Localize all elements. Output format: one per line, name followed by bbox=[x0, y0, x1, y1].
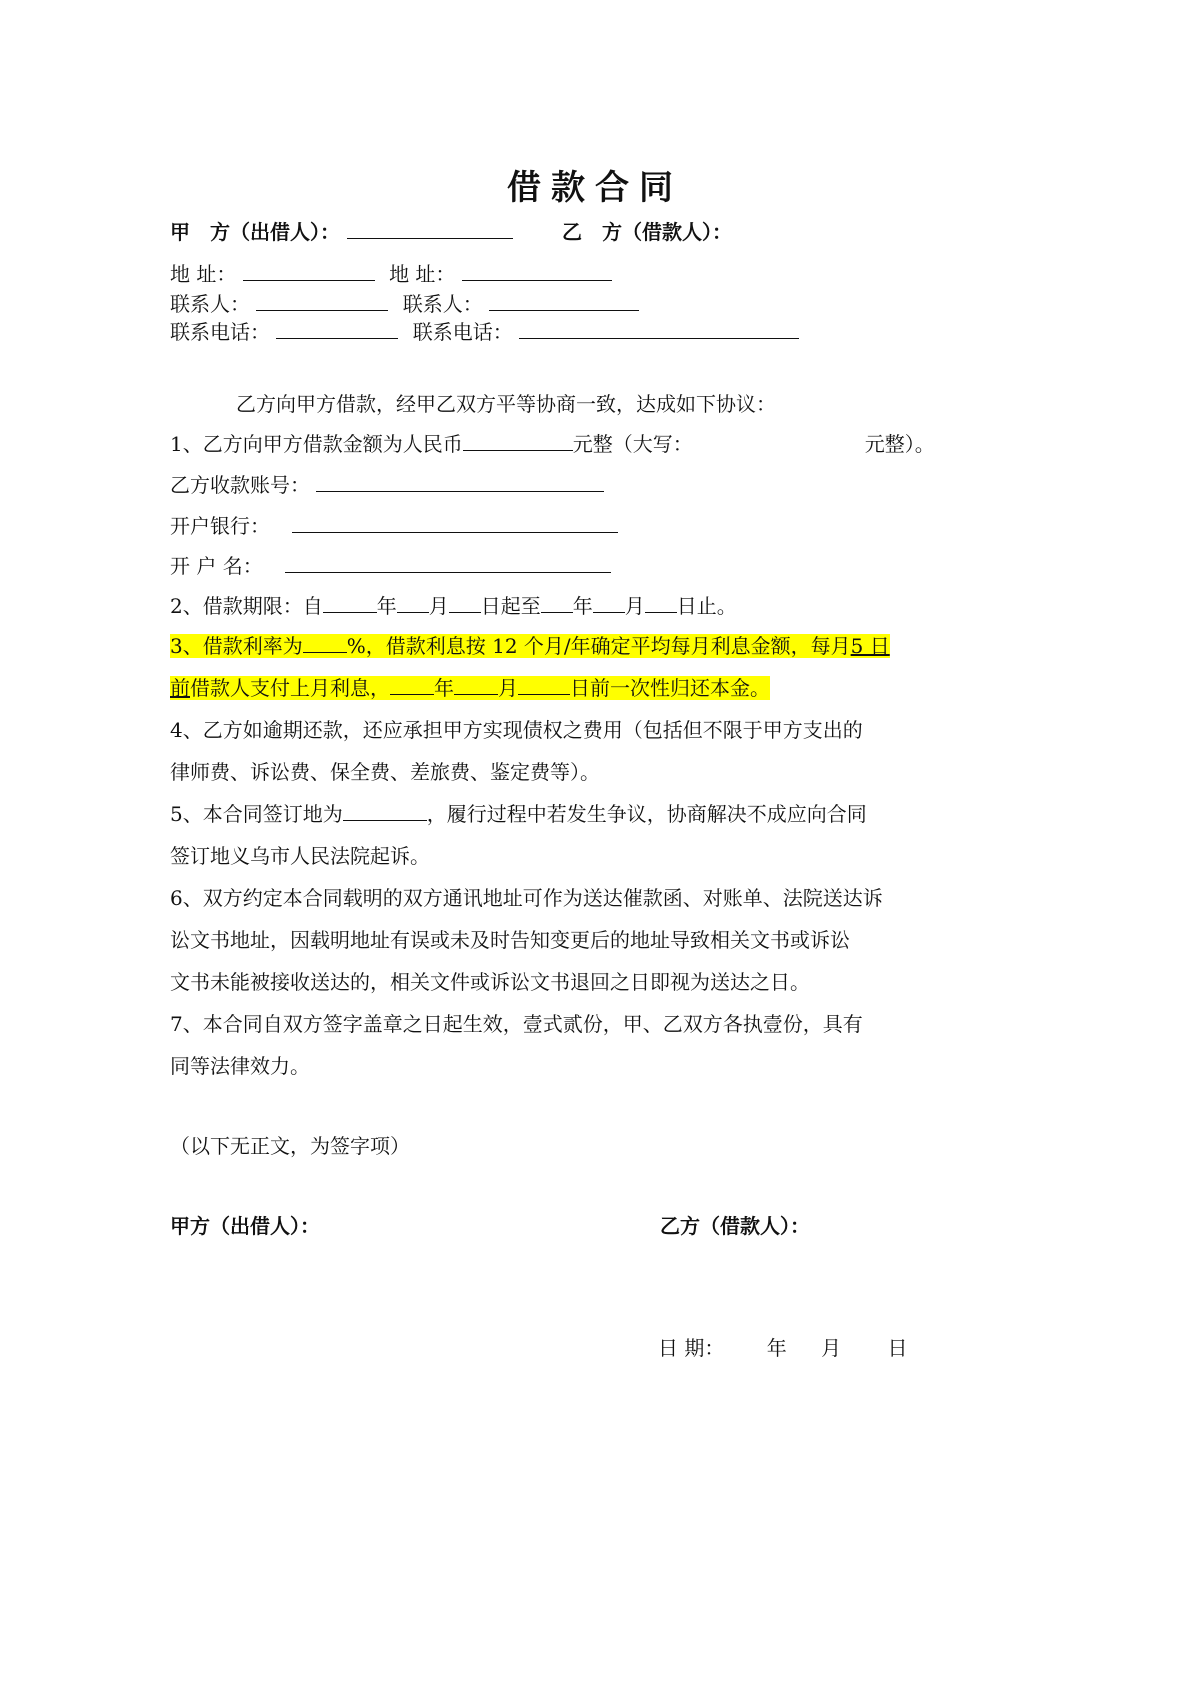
signing-place-field[interactable] bbox=[343, 819, 427, 821]
clause-6-line-3: 文书未能被接收送达的，相关文件或诉讼文书退回之日即视为送达之日。 bbox=[170, 970, 810, 994]
clause-1-prefix: 1、乙方向甲方借款金额为人民币 bbox=[170, 432, 463, 456]
party-a-contact-field[interactable] bbox=[256, 309, 388, 311]
clause-5-suffix: ，履行过程中若发生争议，协商解决不成应向合同 bbox=[426, 802, 867, 826]
clause-7-line-2: 同等法律效力。 bbox=[170, 1054, 310, 1078]
party-a-label: 甲 方（出借人）： bbox=[170, 220, 340, 244]
start-year-field[interactable] bbox=[323, 611, 377, 613]
party-a-address-label: 地 址： bbox=[170, 262, 237, 286]
signature-party-b[interactable]: 乙方（借款人）： bbox=[660, 1214, 810, 1238]
clause-3-line-1 bbox=[170, 630, 890, 659]
party-b-label: 乙 方（借款人）： bbox=[562, 220, 732, 244]
year-label: 年 bbox=[434, 676, 454, 700]
clause-4-line-1: 4、乙方如逾期还款，还应承担甲方实现债权之费用（包括但不限于甲方支出的 bbox=[170, 718, 863, 742]
account-name-field[interactable] bbox=[285, 571, 611, 573]
clause-1-mid: 元整（大写： bbox=[572, 432, 693, 456]
clause-5-prefix: 5、本合同签订地为 bbox=[170, 802, 343, 826]
phone-row bbox=[170, 316, 799, 345]
end-note: （以下无正文，为签字项） bbox=[170, 1134, 410, 1158]
contact-row bbox=[170, 288, 639, 317]
party-a-header bbox=[170, 216, 513, 245]
document-title: 借款合同 bbox=[507, 168, 683, 208]
intro-paragraph: 乙方向甲方借款，经甲乙双方平等协商一致，达成如下协议： bbox=[236, 392, 776, 416]
address-row bbox=[170, 258, 612, 287]
clause-6-line-1: 6、双方约定本合同载明的双方通讯地址可作为送达催款函、对账单、法院送达诉 bbox=[170, 886, 883, 910]
bank-field[interactable] bbox=[292, 531, 618, 533]
clause-2 bbox=[170, 590, 737, 619]
year-label: 年 bbox=[376, 594, 397, 618]
clause-6-line-2: 讼文书地址，因载明地址有误或未及时告知变更后的地址导致相关文书或诉讼 bbox=[170, 928, 850, 952]
clause-1-suffix: 元整）。 bbox=[864, 432, 935, 456]
party-a-address-field[interactable] bbox=[243, 279, 375, 281]
party-a-phone-label: 联系电话： bbox=[170, 320, 270, 344]
repay-day-field[interactable] bbox=[518, 693, 570, 695]
party-a-name-field[interactable] bbox=[347, 237, 513, 239]
month-label: 月 bbox=[624, 594, 645, 618]
account-number-label: 乙方收款账号： bbox=[170, 473, 310, 497]
date-year-label: 年 bbox=[766, 1336, 787, 1360]
account-name-label: 开 户 名： bbox=[170, 554, 263, 578]
date-month-label: 月 bbox=[821, 1336, 842, 1360]
day-end-label: 日止。 bbox=[676, 594, 737, 618]
account-number-row bbox=[170, 469, 604, 498]
clause-1 bbox=[170, 428, 935, 457]
account-number-field[interactable] bbox=[316, 490, 604, 492]
end-day-field[interactable] bbox=[645, 611, 677, 613]
clause-3-payment-day: 5 日 bbox=[850, 634, 890, 658]
party-b-phone-label: 联系电话： bbox=[412, 320, 513, 344]
clause-3-line-2 bbox=[170, 672, 770, 701]
date-row bbox=[658, 1332, 907, 1361]
clause-7-line-1: 7、本合同自双方签字盖章之日起生效，壹式贰份，甲、乙双方各执壹份，具有 bbox=[170, 1012, 863, 1036]
party-a-phone-field[interactable] bbox=[276, 337, 398, 339]
bank-label: 开户银行： bbox=[170, 514, 270, 538]
clause-3-mid: %，借款利息按 12 个月/年确定平均每月利息金额，每月 bbox=[346, 634, 851, 658]
end-year-field[interactable] bbox=[541, 611, 573, 613]
clause-3-suffix: 日前一次性归还本金。 bbox=[570, 676, 770, 700]
clause-3-before: 前 bbox=[170, 676, 190, 700]
party-b-contact-label: 联系人： bbox=[402, 292, 483, 316]
interest-rate-field[interactable] bbox=[303, 651, 347, 653]
start-day-field[interactable] bbox=[449, 611, 481, 613]
day-from-label: 日起至 bbox=[480, 594, 541, 618]
repay-month-field[interactable] bbox=[454, 693, 498, 695]
party-a-contact-label: 联系人： bbox=[170, 292, 250, 316]
party-b-phone-field[interactable] bbox=[519, 337, 799, 339]
loan-amount-field[interactable] bbox=[463, 449, 573, 451]
bank-row bbox=[170, 510, 618, 539]
end-month-field[interactable] bbox=[593, 611, 625, 613]
party-b-address-field[interactable] bbox=[462, 279, 612, 281]
party-b-header bbox=[562, 216, 732, 245]
date-day-label: 日 bbox=[887, 1336, 908, 1360]
month-label: 月 bbox=[498, 676, 518, 700]
clause-3-line-2-mid: 借款人支付上月利息， bbox=[190, 676, 390, 700]
party-b-address-label: 地 址： bbox=[389, 262, 456, 286]
signature-party-a[interactable]: 甲方（出借人）： bbox=[170, 1214, 320, 1238]
repay-year-field[interactable] bbox=[390, 693, 434, 695]
month-label: 月 bbox=[428, 594, 449, 618]
date-label: 日 期： bbox=[658, 1336, 725, 1360]
clause-5-line-1 bbox=[170, 798, 867, 827]
account-name-row bbox=[170, 550, 611, 579]
clause-5-line-2: 签订地义乌市人民法院起诉。 bbox=[170, 844, 430, 868]
clause-2-prefix: 2、借款期限：自 bbox=[170, 594, 323, 618]
start-month-field[interactable] bbox=[397, 611, 429, 613]
clause-4-line-2: 律师费、诉讼费、保全费、差旅费、鉴定费等）。 bbox=[170, 760, 600, 784]
year-label: 年 bbox=[572, 594, 593, 618]
clause-3-prefix: 3、借款利率为 bbox=[170, 634, 303, 658]
party-b-contact-field[interactable] bbox=[489, 309, 639, 311]
